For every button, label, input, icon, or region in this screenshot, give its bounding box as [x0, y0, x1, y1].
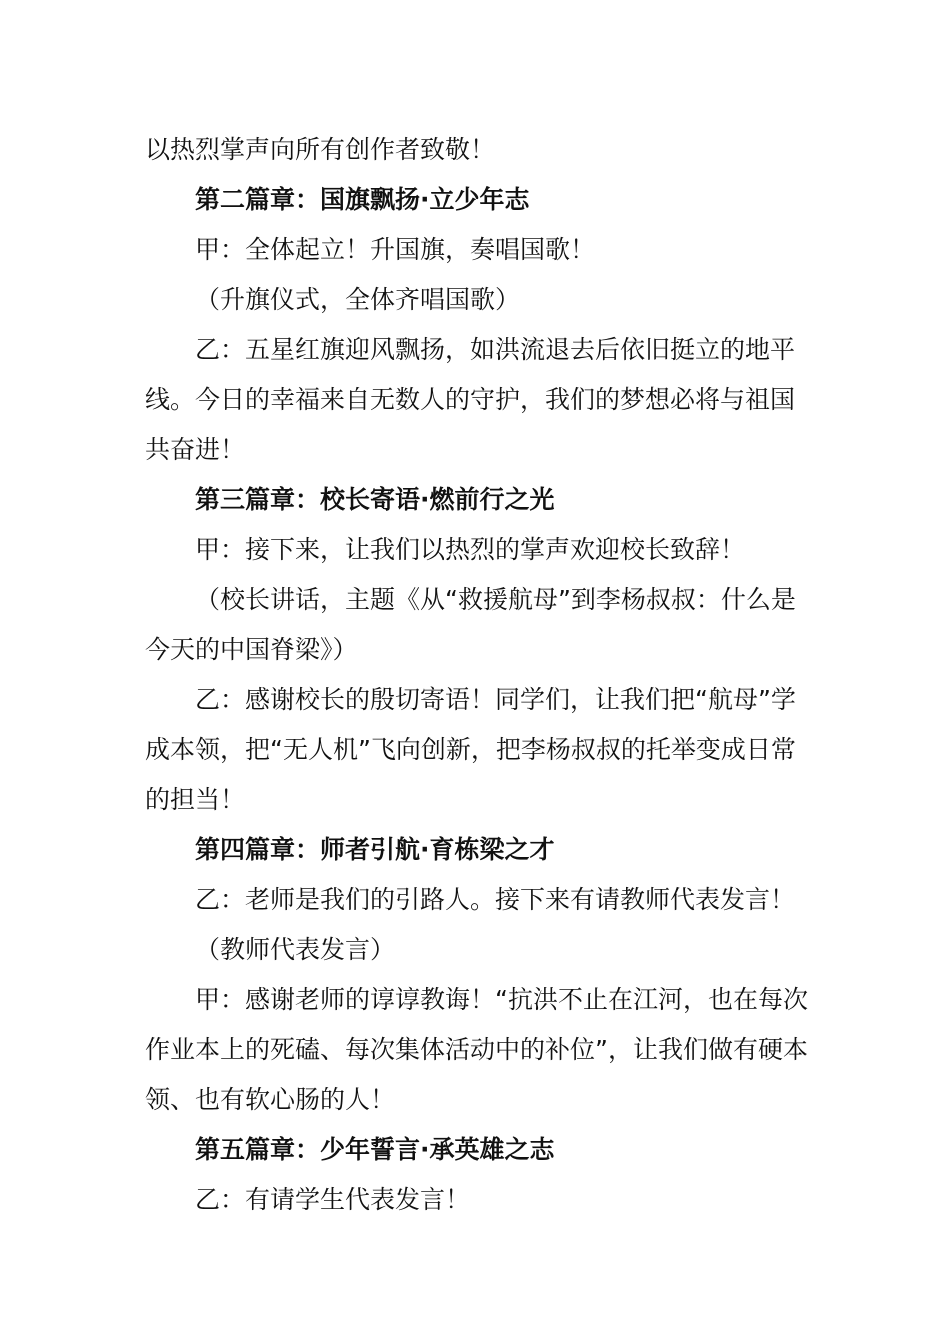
- paragraph: 乙：五星红旗迎风飘扬，如洪流退去后依旧挺立的地平线。今日的幸福来自无数人的守护，我们的梦想必将与祖国共奋进！: [145, 335, 796, 464]
- section-heading: 第三篇章：校长寄语·燃前行之光: [195, 485, 555, 514]
- section-heading: 第五篇章：少年誓言·承英雄之志: [195, 1135, 555, 1164]
- paragraph: 甲：接下来，让我们以热烈的掌声欢迎校长致辞！: [195, 535, 746, 564]
- document-body: [145, 125, 810, 1225]
- section-heading: 第四篇章：师者引航·育栋梁之才: [195, 835, 555, 864]
- stage-direction: （教师代表发言）: [195, 935, 396, 964]
- stage-direction: （校长讲话，主题《从“救援航母”到李杨叔叔：什么是今天的中国脊梁》）: [145, 585, 796, 664]
- paragraph: 乙：感谢校长的殷切寄语！同学们，让我们把“航母”学成本领，把“无人机”飞向创新，把李杨叔叔的托举变成日常的担当！: [145, 685, 796, 814]
- section-heading: 第二篇章：国旗飘扬·立少年志: [195, 185, 530, 214]
- stage-direction: （升旗仪式，全体齐唱国歌）: [195, 285, 521, 314]
- paragraph: 甲：感谢老师的谆谆教诲！“抗洪不止在江河，也在每次作业本上的死磕、每次集体活动中的补位”，让我们做有硬本领、也有软心肠的人！: [145, 985, 808, 1114]
- paragraph: 以热烈掌声向所有创作者致敬！: [145, 135, 496, 164]
- paragraph: 乙：老师是我们的引路人。接下来有请教师代表发言！: [195, 885, 796, 914]
- paragraph: 乙：有请学生代表发言！: [195, 1185, 471, 1214]
- paragraph: 甲：全体起立！升国旗，奏唱国歌！: [195, 235, 596, 264]
